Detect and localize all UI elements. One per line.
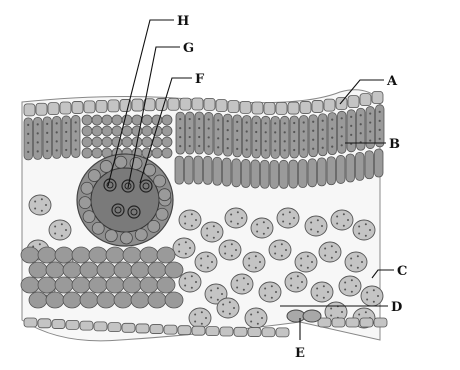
label-h: H bbox=[177, 14, 190, 29]
label-f: F bbox=[195, 72, 205, 87]
label-e: E bbox=[295, 346, 305, 361]
label-a: A bbox=[387, 74, 398, 89]
label-b: B bbox=[389, 137, 400, 152]
label-c: C bbox=[397, 264, 408, 279]
vascular-bundle bbox=[77, 154, 173, 246]
label-d: D bbox=[391, 300, 403, 315]
label-g: G bbox=[183, 41, 195, 56]
